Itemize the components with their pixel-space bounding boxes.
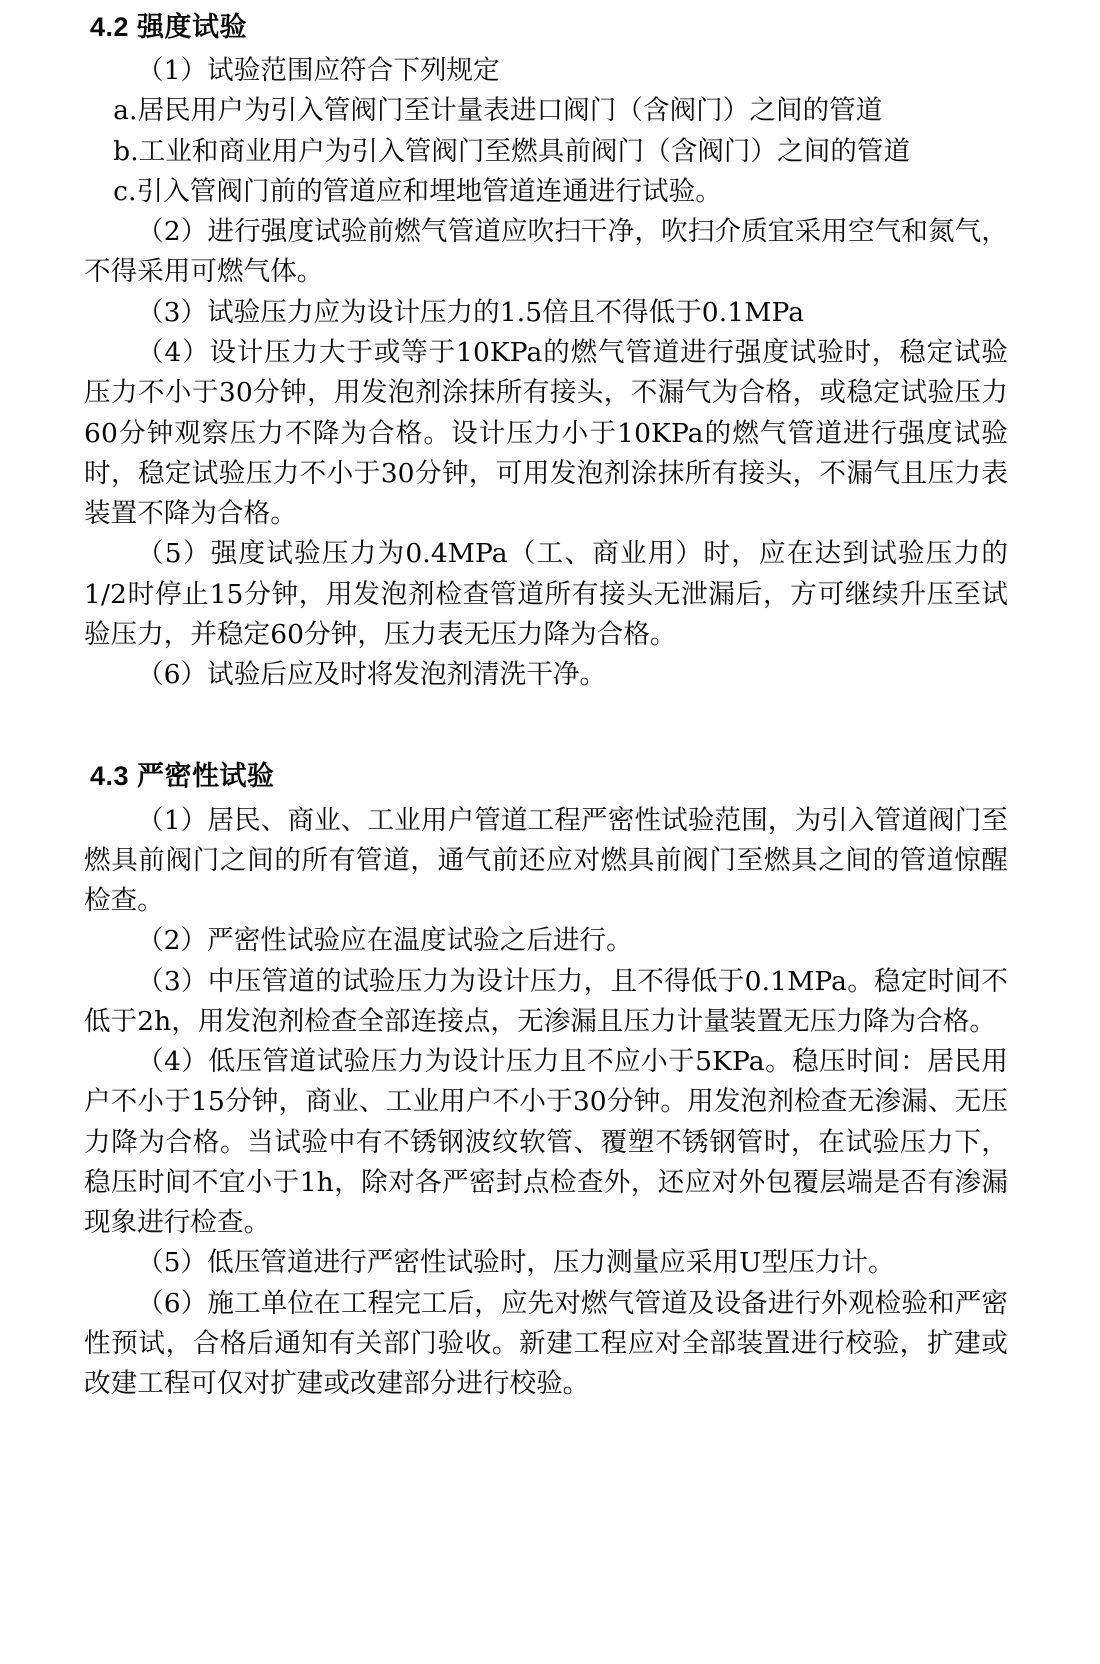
paragraph-4-2-1c: c.引入管阀门前的管道应和埋地管道连通进行试验。 (113, 175, 722, 207)
paragraph-4-2-6: （6）试验后应及时将发泡剂清洗干净。 (137, 659, 607, 691)
paragraph-4-3-6: （6）施工单位在工程完工后，应先对燃气管道及设备进行外观检验和严密性预试，合格后通知有关部门验收。新建工程应对全部装置进行校验，扩建或改建工程可仅对扩建或改建部分进行校验。 (84, 1287, 1008, 1400)
paragraph-4-2-5: （5）强度试验压力为0.4MPa（工、商业用）时，应在达到试验压力的1/2时停止15分钟，用发泡剂检查管道所有接头无泄漏后，方可继续升压至试验压力，并稳定60分钟，压力表无压力降为合格。 (84, 538, 1008, 650)
section-heading-4-3: 4.3 严密性试验 (90, 761, 275, 792)
paragraph-4-3-1: （1）居民、商业、工业用户管道工程严密性试验范围，为引入管道阀门至燃具前阀门之间的所有管道，通气前还应对燃具前阀门至燃具之间的管道惊醒检查。 (84, 804, 1008, 917)
section-gap (84, 695, 1008, 757)
section-heading-4-2: 4.2 强度试验 (90, 12, 248, 42)
paragraph-4-3-4: （4）低压管道试验压力为设计压力且不应小于5KPa。稳压时间：居民用户不小于15分钟，商业、工业用户不小于30分钟。用发泡剂检查无渗漏、无压力降为合格。当试验中有不锈钢波纹软管、覆塑不锈钢管时，在试验压力下，稳压时间不宜小于1h，除对各严密封点检查外，还应对外包覆层端是否有渗漏现象进行检查。 (84, 1046, 1008, 1239)
paragraph-4-3-5: （5）低压管道进行严密性试验时，压力测量应采用U型压力计。 (137, 1247, 895, 1279)
paragraph-4-2-2: （2）进行强度试验前燃气管道应吹扫干净，吹扫介质宜采用空气和氮气，不得采用可燃气体。 (84, 216, 1008, 288)
paragraph-4-2-1b: b.工业和商业用户为引入管阀门至燃具前阀门（含阀门）之间的管道 (113, 135, 911, 167)
paragraph-4-3-3: （3）中压管道的试验压力为设计压力，且不得低于0.1MPa。稳定时间不低于2h，用发泡剂检查全部连接点，无渗漏且压力计量装置无压力降为合格。 (84, 965, 1008, 1037)
paragraph-4-2-1a: a.居民用户为引入管阀门至计量表进口阀门（含阀门）之间的管道 (113, 95, 883, 127)
paragraph-4-2-3: （3）试验压力应为设计压力的1.5倍且不得低于0.1MPa (137, 296, 805, 328)
paragraph-4-3-2: （2）严密性试验应在温度试验之后进行。 (137, 925, 633, 957)
paragraph-4-2-1: （1）试验范围应符合下列规定 (137, 55, 500, 87)
section-body-4-3 (84, 801, 1008, 1405)
paragraph-4-2-4: （4）设计压力大于或等于10KPa的燃气管道进行强度试验时，稳定试验压力不小于30分钟，用发泡剂涂抹所有接头，不漏气为合格，或稳定试验压力60分钟观察压力不降为合格。设计压力小于10KPa的燃气管道进行强度试验时，稳定试验压力不小于30分钟，可用发泡剂涂抹所有接头，不漏气且压力表装置不降为合格。 (84, 337, 1008, 530)
section-body-4-2 (84, 51, 1008, 695)
